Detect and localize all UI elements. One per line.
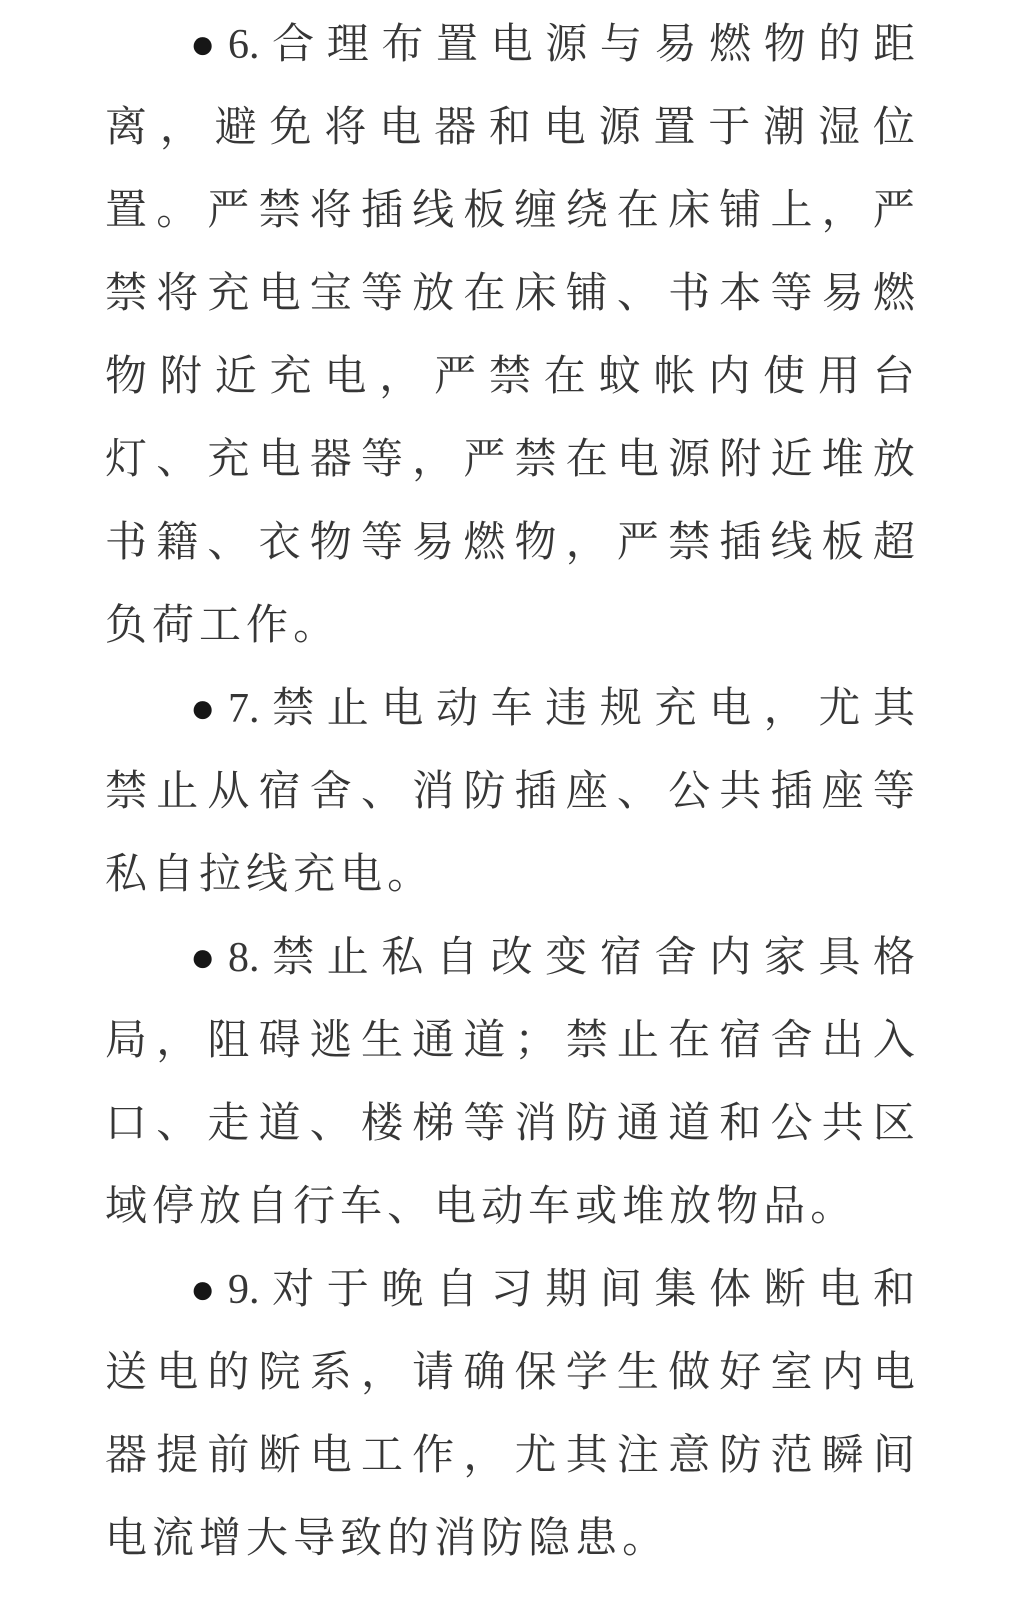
glyph: 尤 [514, 1432, 557, 1479]
glyph: 衣 [258, 519, 301, 566]
glyph: 、 [616, 768, 659, 815]
glyph: 器 [309, 436, 352, 483]
glyph: 道 [668, 1100, 711, 1147]
glyph: 请 [412, 1349, 455, 1396]
glyph: 物 [763, 21, 806, 68]
glyph: 好 [719, 1349, 762, 1396]
glyph: 燃 [709, 21, 752, 68]
glyph: 禁 [488, 353, 531, 400]
glyph: 潮 [763, 104, 806, 151]
glyph: 电 [105, 1515, 148, 1562]
glyph: 禁 [258, 187, 301, 234]
glyph: 严 [463, 436, 506, 483]
glyph: 近 [770, 436, 813, 483]
glyph: 充 [293, 851, 336, 898]
glyph: 体 [709, 1266, 752, 1313]
glyph: ， [159, 104, 202, 151]
text-line [105, 1082, 915, 1165]
glyph: 共 [719, 768, 762, 815]
glyph: 插 [514, 768, 557, 815]
glyph: 在 [565, 436, 608, 483]
glyph: 籍 [156, 519, 199, 566]
glyph: 注 [616, 1432, 659, 1479]
glyph: 板 [463, 187, 506, 234]
glyph: 防 [565, 1100, 608, 1147]
glyph: 舍 [309, 768, 352, 815]
glyph: 阻 [207, 1017, 250, 1064]
glyph: ， [156, 1017, 199, 1064]
text-line [105, 833, 915, 916]
glyph: 大 [246, 1515, 289, 1562]
glyph: 布 [381, 21, 424, 68]
glyph: 家 [763, 934, 806, 981]
glyph: 严 [616, 519, 659, 566]
text-line [105, 3, 915, 86]
glyph: 充 [654, 685, 697, 732]
glyph: 器 [434, 104, 477, 151]
glyph: 流 [152, 1515, 195, 1562]
glyph: 、 [360, 768, 403, 815]
glyph: 等 [463, 1100, 506, 1147]
glyph: 本 [719, 270, 762, 317]
glyph: 致 [340, 1515, 383, 1562]
glyph: 患 [575, 1515, 618, 1562]
glyph: 将 [309, 187, 352, 234]
glyph: 对 [272, 1266, 315, 1313]
glyph: 规 [599, 685, 642, 732]
glyph: 附 [719, 436, 762, 483]
glyph: 离 [105, 104, 148, 151]
glyph: 域 [105, 1183, 148, 1230]
glyph: 物 [105, 353, 148, 400]
glyph: 绕 [565, 187, 608, 234]
glyph: 公 [668, 768, 711, 815]
glyph: 在 [616, 187, 659, 234]
bullet-icon: ● [190, 934, 216, 981]
glyph: 电 [709, 685, 752, 732]
glyph: 行 [293, 1183, 336, 1230]
glyph: 使 [763, 353, 806, 400]
glyph: 防 [719, 1432, 762, 1479]
glyph: 、 [207, 519, 250, 566]
glyph: 停 [152, 1183, 195, 1230]
glyph: 工 [199, 602, 242, 649]
bullet-icon: ● [190, 685, 216, 732]
glyph: 帐 [653, 353, 696, 400]
glyph: ， [565, 519, 608, 566]
glyph: 晚 [381, 1266, 424, 1313]
glyph: 禁 [668, 519, 711, 566]
glyph: 增 [199, 1515, 242, 1562]
glyph: 电 [872, 1349, 915, 1396]
glyph: 消 [514, 1100, 557, 1147]
glyph: 断 [258, 1432, 301, 1479]
glyph: 作 [412, 1432, 455, 1479]
text-line [105, 1414, 915, 1497]
glyph: 区 [872, 1100, 915, 1147]
glyph: 置 [105, 187, 148, 234]
glyph: 电 [340, 851, 383, 898]
glyph: 铺 [719, 187, 762, 234]
glyph: 舍 [770, 1017, 813, 1064]
glyph: 提 [156, 1432, 199, 1479]
glyph: 插 [360, 187, 403, 234]
glyph: 消 [434, 1515, 477, 1562]
glyph: 其 [872, 685, 915, 732]
glyph: 电 [543, 104, 586, 151]
glyph: 道 [258, 1100, 301, 1147]
glyph: 电 [818, 1266, 861, 1313]
glyph: 。 [387, 851, 430, 898]
glyph: 、 [156, 1100, 199, 1147]
glyph: 书 [105, 519, 148, 566]
glyph: 送 [105, 1349, 148, 1396]
glyph: 器 [105, 1432, 148, 1479]
glyph: 燃 [872, 270, 915, 317]
glyph: 书 [668, 270, 711, 317]
rule-item-8 [105, 916, 915, 1248]
glyph: 超 [872, 519, 915, 566]
glyph: 宝 [309, 270, 352, 317]
glyph: 易 [412, 519, 455, 566]
glyph: 于 [708, 104, 751, 151]
glyph: 自 [435, 934, 478, 981]
glyph: 消 [412, 768, 455, 815]
glyph: 物 [514, 519, 557, 566]
text-line [105, 169, 915, 252]
glyph: 间 [872, 1432, 915, 1479]
glyph: 近 [214, 353, 257, 400]
text-line [105, 335, 915, 418]
glyph: 自 [152, 851, 195, 898]
glyph: 8. [227, 934, 260, 981]
glyph: 避 [214, 104, 257, 151]
glyph: 插 [770, 768, 813, 815]
glyph: 车 [528, 1183, 571, 1230]
glyph: 的 [818, 21, 861, 68]
glyph: 止 [616, 1017, 659, 1064]
glyph: 学 [565, 1349, 608, 1396]
glyph: 止 [326, 934, 369, 981]
text-line [105, 1248, 915, 1331]
rule-item-7 [105, 667, 915, 916]
glyph: 其 [565, 1432, 608, 1479]
glyph: 瞬 [821, 1432, 864, 1479]
glyph: 动 [481, 1183, 524, 1230]
glyph: 梯 [412, 1100, 455, 1147]
glyph: 动 [435, 685, 478, 732]
glyph: 线 [770, 519, 813, 566]
glyph: 违 [545, 685, 588, 732]
text-line [105, 667, 915, 750]
glyph: 置 [653, 104, 696, 151]
glyph: 于 [326, 1266, 369, 1313]
glyph: 前 [207, 1432, 250, 1479]
glyph: 置 [435, 21, 478, 68]
glyph: 线 [246, 851, 289, 898]
glyph: 充 [269, 353, 312, 400]
glyph: ， [463, 1432, 506, 1479]
glyph: 确 [463, 1349, 506, 1396]
glyph: 放 [872, 436, 915, 483]
glyph: 具 [818, 934, 861, 981]
glyph: 物 [716, 1183, 759, 1230]
glyph: 充 [207, 270, 250, 317]
glyph: 与 [599, 21, 642, 68]
glyph: 通 [616, 1100, 659, 1147]
text-line [105, 916, 915, 999]
glyph: 等 [360, 519, 403, 566]
glyph: 用 [817, 353, 860, 400]
glyph: 共 [821, 1100, 864, 1147]
glyph: ， [763, 685, 806, 732]
glyph: 7. [227, 685, 260, 732]
glyph: 禁 [272, 934, 315, 981]
glyph: 将 [156, 270, 199, 317]
glyph: 6. [227, 21, 260, 68]
glyph: 附 [159, 353, 202, 400]
glyph: 严 [207, 187, 250, 234]
glyph: 物 [309, 519, 352, 566]
glyph: 内 [821, 1349, 864, 1396]
text-line [105, 501, 915, 584]
glyph: 集 [654, 1266, 697, 1313]
glyph: 充 [207, 436, 250, 483]
glyph: 易 [821, 270, 864, 317]
glyph: 插 [719, 519, 762, 566]
glyph: 室 [770, 1349, 813, 1396]
glyph: 车 [340, 1183, 383, 1230]
glyph: ； [514, 1017, 557, 1064]
glyph: 禁 [272, 685, 315, 732]
glyph: 负 [105, 602, 148, 649]
glyph: 系 [309, 1349, 352, 1396]
glyph: 自 [435, 1266, 478, 1313]
glyph: 内 [708, 353, 751, 400]
glyph: 宿 [719, 1017, 762, 1064]
glyph: 变 [545, 934, 588, 981]
glyph: 宿 [258, 768, 301, 815]
glyph: 湿 [817, 104, 860, 151]
glyph: 。 [810, 1183, 853, 1230]
glyph: 入 [872, 1017, 915, 1064]
glyph: 和 [719, 1100, 762, 1147]
glyph: 放 [412, 270, 455, 317]
glyph: 导 [293, 1515, 336, 1562]
glyph: 私 [381, 934, 424, 981]
glyph: 工 [360, 1432, 403, 1479]
glyph: 的 [387, 1515, 430, 1562]
glyph: 电 [324, 353, 367, 400]
glyph: 堆 [821, 436, 864, 483]
glyph: 生 [616, 1349, 659, 1396]
glyph: 源 [545, 21, 588, 68]
bullet-icon: ● [190, 21, 216, 68]
glyph: 电 [381, 685, 424, 732]
glyph: 在 [668, 1017, 711, 1064]
glyph: 从 [207, 768, 250, 815]
glyph: 电 [156, 1349, 199, 1396]
glyph: 在 [463, 270, 506, 317]
glyph: 免 [269, 104, 312, 151]
glyph: 楼 [360, 1100, 403, 1147]
glyph: 座 [821, 768, 864, 815]
glyph: 和 [872, 1266, 915, 1313]
glyph: 床 [668, 187, 711, 234]
glyph: 。 [622, 1515, 665, 1562]
glyph: 防 [463, 768, 506, 815]
glyph: 。 [293, 602, 336, 649]
glyph: 禁 [105, 270, 148, 317]
text-line [105, 86, 915, 169]
glyph: 作 [246, 602, 289, 649]
text-line [105, 584, 915, 667]
glyph: 板 [821, 519, 864, 566]
glyph: 局 [105, 1017, 148, 1064]
glyph: 逃 [309, 1017, 352, 1064]
glyph: 电 [434, 1183, 477, 1230]
glyph: 改 [490, 934, 533, 981]
rule-item-6 [105, 3, 915, 667]
glyph: 。 [156, 187, 199, 234]
glyph: 电 [258, 436, 301, 483]
glyph: 的 [207, 1349, 250, 1396]
text-line [105, 750, 915, 833]
glyph: 格 [872, 934, 915, 981]
glyph: 内 [709, 934, 752, 981]
glyph: 放 [199, 1183, 242, 1230]
glyph: 、 [387, 1183, 430, 1230]
glyph: 公 [770, 1100, 813, 1147]
glyph: 电 [309, 1432, 352, 1479]
glyph: 期 [545, 1266, 588, 1313]
glyph: 习 [490, 1266, 533, 1313]
glyph: ， [360, 1349, 403, 1396]
text-line [105, 252, 915, 335]
text-line [105, 418, 915, 501]
glyph: 私 [105, 851, 148, 898]
glyph: 保 [514, 1349, 557, 1396]
glyph: 、 [616, 270, 659, 317]
glyph: 座 [565, 768, 608, 815]
text-line [105, 1165, 915, 1248]
glyph: 车 [490, 685, 533, 732]
glyph: ， [412, 436, 455, 483]
glyph: 做 [668, 1349, 711, 1396]
glyph: 易 [654, 21, 697, 68]
glyph: 防 [481, 1515, 524, 1562]
glyph: 源 [668, 436, 711, 483]
glyph: 电 [490, 21, 533, 68]
glyph: 止 [156, 768, 199, 815]
glyph: 台 [872, 353, 915, 400]
glyph: 灯 [105, 436, 148, 483]
glyph: 、 [309, 1100, 352, 1147]
bullet-icon: ● [190, 1266, 216, 1313]
glyph: 床 [514, 270, 557, 317]
glyph: 和 [488, 104, 531, 151]
glyph: 距 [872, 21, 915, 68]
glyph: 口 [105, 1100, 148, 1147]
rule-item-9 [105, 1248, 915, 1580]
glyph: 出 [821, 1017, 864, 1064]
glyph: 放 [669, 1183, 712, 1230]
glyph: 堆 [622, 1183, 665, 1230]
glyph: 严 [434, 353, 477, 400]
glyph: 电 [616, 436, 659, 483]
glyph: 燃 [463, 519, 506, 566]
glyph: 禁 [105, 768, 148, 815]
glyph: 舍 [654, 934, 697, 981]
glyph: 上 [770, 187, 813, 234]
glyph: 缠 [514, 187, 557, 234]
glyph: ， [379, 353, 422, 400]
glyph: 源 [598, 104, 641, 151]
glyph: 拉 [199, 851, 242, 898]
glyph: 禁 [565, 1017, 608, 1064]
glyph: 等 [360, 270, 403, 317]
glyph: 线 [412, 187, 455, 234]
glyph: 合 [272, 21, 315, 68]
glyph: 等 [360, 436, 403, 483]
glyph: 严 [872, 187, 915, 234]
text-line [105, 1497, 915, 1580]
glyph: 禁 [514, 436, 557, 483]
glyph: 自 [246, 1183, 289, 1230]
glyph: 品 [763, 1183, 806, 1230]
glyph: 碍 [258, 1017, 301, 1064]
glyph: 等 [770, 270, 813, 317]
glyph: 电 [379, 104, 422, 151]
glyph: 理 [326, 21, 369, 68]
glyph: 道 [463, 1017, 506, 1064]
glyph: 断 [763, 1266, 806, 1313]
glyph: 、 [156, 436, 199, 483]
glyph: 将 [324, 104, 367, 151]
glyph: 位 [872, 104, 915, 151]
glyph: 9. [227, 1266, 260, 1313]
glyph: 铺 [565, 270, 608, 317]
glyph: 通 [412, 1017, 455, 1064]
glyph: 在 [543, 353, 586, 400]
glyph: 隐 [528, 1515, 571, 1562]
glyph: 荷 [152, 602, 195, 649]
glyph: 电 [258, 270, 301, 317]
glyph: 生 [360, 1017, 403, 1064]
glyph: 等 [872, 768, 915, 815]
glyph: 尤 [818, 685, 861, 732]
text-line [105, 999, 915, 1082]
glyph: 蚊 [598, 353, 641, 400]
glyph: 止 [326, 685, 369, 732]
glyph: 意 [668, 1432, 711, 1479]
glyph: 间 [599, 1266, 642, 1313]
glyph: 或 [575, 1183, 618, 1230]
glyph: 走 [207, 1100, 250, 1147]
glyph: ， [821, 187, 864, 234]
glyph: 院 [258, 1349, 301, 1396]
glyph: 宿 [599, 934, 642, 981]
text-line [105, 1331, 915, 1414]
glyph: 范 [770, 1432, 813, 1479]
